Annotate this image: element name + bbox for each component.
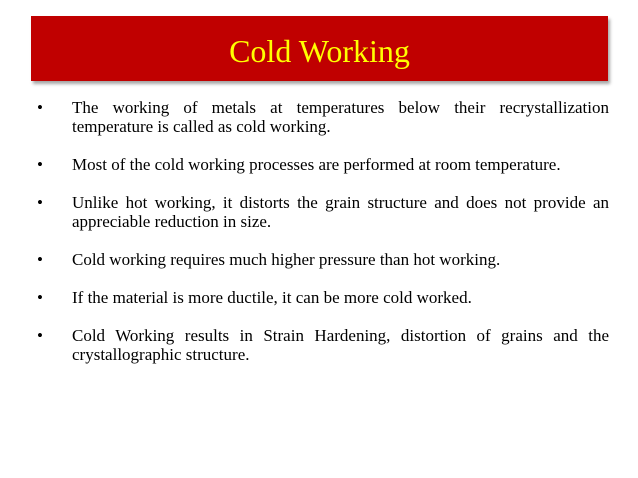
bullet-item-1 xyxy=(37,98,609,136)
title-banner xyxy=(31,16,608,81)
bullet-list xyxy=(37,98,609,383)
bullet-icon: • xyxy=(37,193,43,212)
bullet-icon: • xyxy=(37,98,43,117)
bullet-item-4 xyxy=(37,250,609,269)
bullet-text-2: Most of the cold working processes are performed at room temperature. xyxy=(72,155,561,174)
bullet-text-6: Cold Working results in Strain Hardening, distortion of grains and the crystallographic structure. xyxy=(72,326,609,364)
bullet-icon: • xyxy=(37,155,43,174)
bullet-icon: • xyxy=(37,250,43,269)
bullet-text-4: Cold working requires much higher pressure than hot working. xyxy=(72,250,501,269)
bullet-item-5 xyxy=(37,288,609,307)
bullet-icon: • xyxy=(37,288,43,307)
bullet-text-1: The working of metals at temperatures below their recrystallization temperature is called as cold working. xyxy=(72,98,609,136)
bullet-text-3: Unlike hot working, it distorts the grain structure and does not provide an appreciable reduction in size. xyxy=(72,193,609,231)
bullet-item-3 xyxy=(37,193,609,231)
bullet-text-5: If the material is more ductile, it can be more cold worked. xyxy=(72,288,472,307)
bullet-item-2 xyxy=(37,155,609,174)
bullet-item-6 xyxy=(37,326,609,364)
bullet-icon: • xyxy=(37,326,43,345)
slide-title: Cold Working xyxy=(229,32,410,69)
